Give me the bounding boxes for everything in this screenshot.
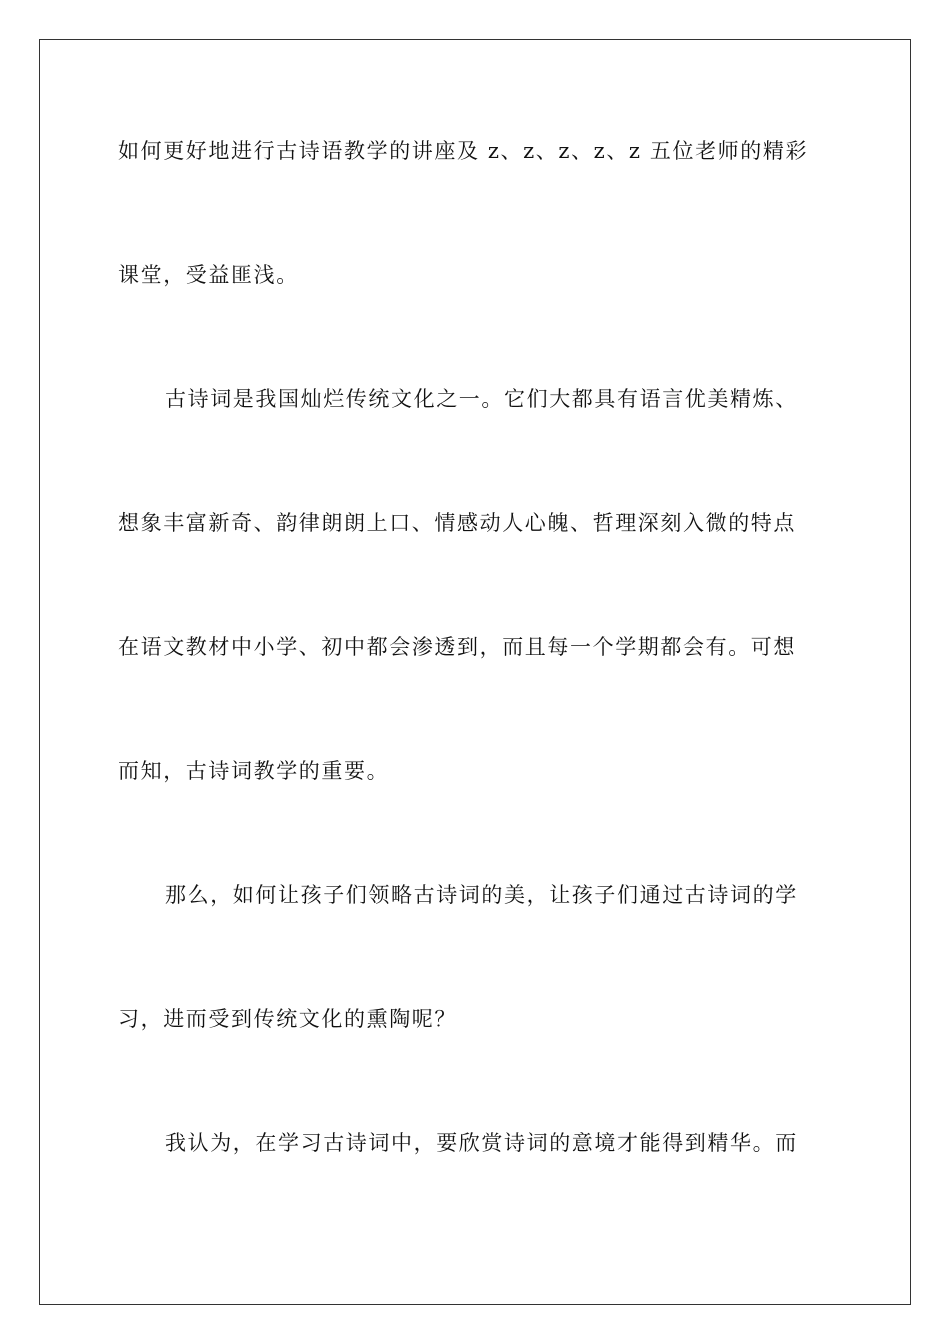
text-line-6: 而知，古诗词教学的重要。 bbox=[118, 759, 390, 783]
text-line-4: 想象丰富新奇、韵律朗朗上口、情感动人心魄、哲理深刻入微的特点 bbox=[118, 511, 796, 535]
text-line-2: 课堂，受益匪浅。 bbox=[118, 263, 299, 287]
text-line-3: 古诗词是我国灿烂传统文化之一。它们大都具有语言优美精炼、 bbox=[165, 387, 798, 411]
text-line-7: 那么，如何让孩子们领略古诗词的美，让孩子们通过古诗词的学 bbox=[165, 883, 798, 907]
text-line-9: 我认为，在学习古诗词中，要欣赏诗词的意境才能得到精华。而 bbox=[165, 1131, 798, 1155]
text-line-1: 如何更好地进行古诗语教学的讲座及 z、z、z、z、z 五位老师的精彩 bbox=[118, 139, 809, 163]
page-border bbox=[39, 39, 911, 1305]
text-line-5: 在语文教材中小学、初中都会渗透到，而且每一个学期都会有。可想 bbox=[118, 635, 796, 659]
text-line-8: 习，进而受到传统文化的熏陶呢？ bbox=[118, 1007, 457, 1031]
